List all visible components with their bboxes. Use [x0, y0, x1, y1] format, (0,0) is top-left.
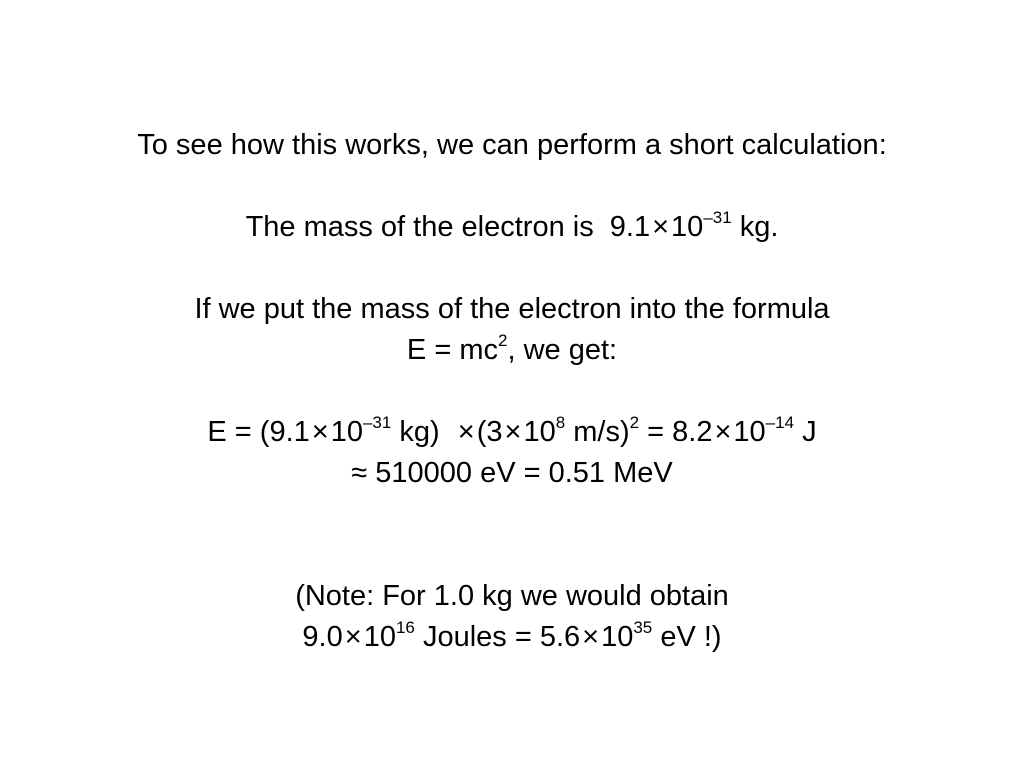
- electron-mass-line: [0, 210, 1024, 244]
- note-ev: eV !): [660, 621, 722, 653]
- note-line-2: [0, 620, 1024, 654]
- formula-emc-suffix: , we get:: [507, 334, 618, 366]
- times-symbol: ×: [504, 416, 522, 448]
- times-symbol: ×: [311, 416, 329, 448]
- calc-base-1: 10: [330, 416, 363, 448]
- calc-part-result: = 8.2: [647, 416, 713, 448]
- times-symbol: ×: [652, 211, 670, 243]
- electron-mass-mantissa: 9.1: [609, 211, 651, 243]
- times-symbol: ×: [457, 416, 475, 448]
- calc-exponent-4: –14: [765, 413, 795, 433]
- calc-unit-j: J: [802, 416, 817, 448]
- formula-emc-prefix: E = mc: [406, 334, 498, 366]
- calculation-line: [0, 415, 1024, 449]
- calc-exponent-2: 8: [555, 413, 566, 433]
- note-mantissa-1: 9.0: [302, 621, 343, 653]
- calc-part-kg: kg): [399, 416, 440, 448]
- result-text: ≈ 510000 eV = 0.51 MeV: [351, 457, 673, 489]
- intro-label: To see how this works, we can perform a short calculation:: [137, 129, 887, 161]
- formula-intro-text: If we put the mass of the electron into the formula: [194, 293, 830, 325]
- calc-exponent-3: 2: [629, 413, 640, 433]
- formula-intro-line-1: [0, 292, 1024, 326]
- calc-base-3: 10: [733, 416, 766, 448]
- note-line-1: [0, 579, 1024, 613]
- note-exponent-1: 16: [395, 618, 415, 638]
- calc-part-3: (3: [476, 416, 503, 448]
- electron-mass-unit: kg.: [739, 211, 779, 243]
- electron-mass-prefix: The mass of the electron is: [245, 211, 594, 243]
- note-text: (Note: For 1.0 kg we would obtain: [295, 580, 729, 612]
- result-line: [0, 456, 1024, 490]
- formula-emc-exponent: 2: [497, 331, 508, 351]
- note-exponent-2: 35: [633, 618, 653, 638]
- calc-part-1: E = (9.1: [207, 416, 310, 448]
- calc-part-ms: m/s): [573, 416, 630, 448]
- electron-mass-base: 10: [671, 211, 704, 243]
- calc-exponent-1: –31: [362, 413, 392, 433]
- note-base-2: 10: [601, 621, 634, 653]
- intro-text: [0, 128, 1024, 162]
- note-base-1: 10: [363, 621, 396, 653]
- note-joules: Joules = 5.6: [422, 621, 581, 653]
- times-symbol: ×: [582, 621, 600, 653]
- times-symbol: ×: [714, 416, 732, 448]
- times-symbol: ×: [344, 621, 362, 653]
- formula-intro-line-2: [0, 333, 1024, 367]
- calc-base-2: 10: [523, 416, 556, 448]
- electron-mass-exponent: –31: [703, 208, 732, 228]
